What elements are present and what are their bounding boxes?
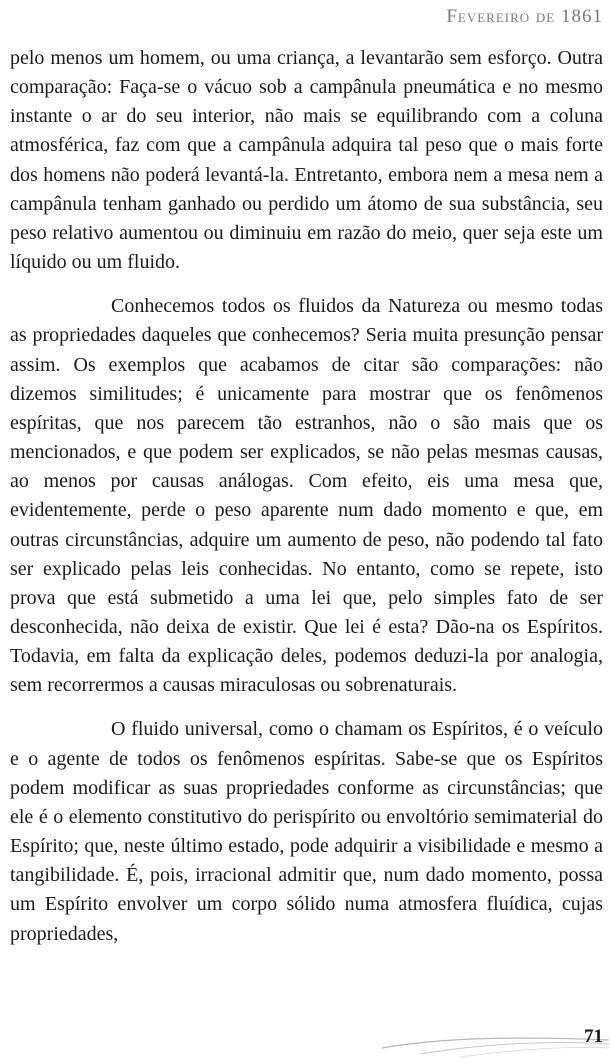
paragraph-continuation: pelo menos um homem, ou uma criança, a levantarão sem esforço. Outra comparação: Faça-se o vácuo sob a campânula pneumática e no mesmo instante o ar do seu interior, não mais se equilibrando com a coluna atmosférica, faz com que a campânula adquira tal peso que o mais forte dos homens não poderá levantá-la. Entretanto, embora nem a mesa nem a campânula tenham ganhado ou perdido um átomo de sua substância, seu peso relativo aumentou ou diminuiu em razão do meio, quer seja este um líquido ou um fluido. bbox=[10, 47, 603, 274]
body-text bbox=[10, 44, 603, 949]
paragraph-fluids-question: Conhecemos todos os fluidos da Natureza ou mesmo todas as propriedades daqueles que conhecemos? Seria muita presunção pensar assim. Os exemplos que acabamos de citar são comparações: não dizemos similitudes; é unicamente para mostrar que os fenômenos espíritas, que nos parecem tão estranhos, não o são mais que os mencionados, e que podem ser explicados, se não pelas mesmas causas, ao menos por causas análogas. Com efeito, eis uma mesa que, evidentemente, perde o peso aparente num dado momento e que, em outras circunstâncias, adquire um aumento de peso, não podendo tal fato ser explicado pelas leis conhecidas. No entanto, como se repete, isto prova que está submetido a uma lei que, pelo simples fato de ser desconhecida, não deixa de existir. Que lei é esta? Dão-na os Espíritos. Todavia, em falta da explicação deles, podemos deduzi-la por analogia, sem recorrermos a causas miraculosas ou sobrenaturais. bbox=[10, 295, 603, 697]
paragraph-universal-fluid: O fluido universal, como o chamam os Espíritos, é o veículo e o agente de todos os fenômenos espíritas. Sabe-se que os Espíritos podem modificar as suas propriedades conforme as circunstâncias; que ele é o elemento constitutivo do perispírito ou envoltório semimaterial do Espírito; que, neste último estado, pode adquirir a visibilidade e mesmo a tangibilidade. É, pois, irracional admitir que, num dado momento, possa um Espírito envolver um corpo sólido numa atmosfera fluídica, cujas propriedades, bbox=[10, 718, 603, 945]
running-head: Fevereiro de 1861 bbox=[446, 6, 603, 27]
page-number: 71 bbox=[584, 1026, 603, 1047]
footer-swoosh-ornament bbox=[380, 1018, 611, 1058]
